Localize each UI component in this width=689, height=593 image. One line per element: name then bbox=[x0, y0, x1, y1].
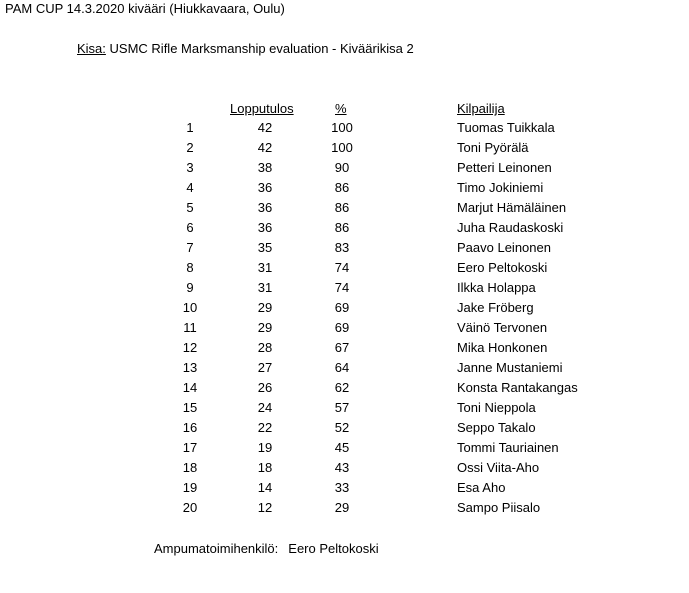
competition-label: Kisa: bbox=[77, 41, 106, 56]
table-row bbox=[0, 400, 689, 420]
rank-cell: 18 bbox=[182, 460, 198, 475]
table-row bbox=[0, 480, 689, 500]
range-official-name: Eero Peltokoski bbox=[288, 541, 379, 556]
rank-cell: 8 bbox=[186, 260, 194, 275]
competitor-cell: Paavo Leinonen bbox=[457, 240, 551, 255]
score-cell: 24 bbox=[257, 400, 273, 415]
percent-cell: 74 bbox=[334, 260, 350, 275]
competitor-cell: Sampo Piisalo bbox=[457, 500, 541, 515]
rank-cell: 16 bbox=[182, 420, 198, 435]
header-competitor: Kilpailija bbox=[457, 101, 505, 116]
rank-cell: 9 bbox=[186, 280, 194, 295]
score-cell: 29 bbox=[257, 320, 273, 335]
score-cell: 36 bbox=[257, 220, 273, 235]
table-row bbox=[0, 460, 689, 480]
rank-cell: 17 bbox=[182, 440, 198, 455]
percent-cell: 52 bbox=[334, 420, 350, 435]
percent-cell: 33 bbox=[334, 480, 350, 495]
score-cell: 12 bbox=[257, 500, 273, 515]
competitor-cell: Tuomas Tuikkala bbox=[457, 120, 555, 135]
competitor-cell: Marjut Hämäläinen bbox=[457, 200, 567, 215]
percent-cell: 83 bbox=[334, 240, 350, 255]
percent-cell: 100 bbox=[331, 120, 353, 135]
competitor-cell: Konsta Rantakangas bbox=[457, 380, 578, 395]
rank-cell: 2 bbox=[186, 140, 194, 155]
score-cell: 19 bbox=[257, 440, 273, 455]
percent-cell: 69 bbox=[334, 300, 350, 315]
score-cell: 42 bbox=[257, 140, 273, 155]
rank-cell: 12 bbox=[182, 340, 198, 355]
competitor-cell: Esa Aho bbox=[457, 480, 506, 495]
percent-cell: 74 bbox=[334, 280, 350, 295]
table-row bbox=[0, 360, 689, 380]
competitor-cell: Väinö Tervonen bbox=[457, 320, 548, 335]
score-cell: 36 bbox=[257, 200, 273, 215]
rank-cell: 4 bbox=[186, 180, 194, 195]
results-table bbox=[0, 120, 689, 520]
rank-cell: 15 bbox=[182, 400, 198, 415]
competitor-cell: Tommi Tauriainen bbox=[457, 440, 559, 455]
score-cell: 35 bbox=[257, 240, 273, 255]
header-score: Lopputulos bbox=[230, 101, 294, 116]
competitor-cell: Petteri Leinonen bbox=[457, 160, 552, 175]
competitor-cell: Timo Jokiniemi bbox=[457, 180, 544, 195]
competitor-cell: Mika Honkonen bbox=[457, 340, 548, 355]
score-cell: 31 bbox=[257, 260, 273, 275]
competitor-cell: Juha Raudaskoski bbox=[457, 220, 564, 235]
competition-name: USMC Rifle Marksmanship evaluation - Kiväärikisa 2 bbox=[109, 41, 414, 56]
score-cell: 38 bbox=[257, 160, 273, 175]
table-row bbox=[0, 160, 689, 180]
score-cell: 18 bbox=[257, 460, 273, 475]
percent-cell: 45 bbox=[334, 440, 350, 455]
table-row bbox=[0, 380, 689, 400]
range-official-line bbox=[154, 541, 379, 557]
table-row bbox=[0, 280, 689, 300]
table-row bbox=[0, 240, 689, 260]
table-row bbox=[0, 260, 689, 280]
header-percent: % bbox=[335, 101, 347, 116]
table-row bbox=[0, 120, 689, 140]
score-cell: 36 bbox=[257, 180, 273, 195]
rank-cell: 14 bbox=[182, 380, 198, 395]
table-row bbox=[0, 500, 689, 520]
score-cell: 26 bbox=[257, 380, 273, 395]
competitor-cell: Toni Pyörälä bbox=[457, 140, 529, 155]
rank-cell: 3 bbox=[186, 160, 194, 175]
competitor-cell: Seppo Takalo bbox=[457, 420, 536, 435]
score-cell: 27 bbox=[257, 360, 273, 375]
competition-line bbox=[77, 41, 414, 57]
percent-cell: 86 bbox=[334, 200, 350, 215]
percent-cell: 90 bbox=[334, 160, 350, 175]
rank-cell: 6 bbox=[186, 220, 194, 235]
score-cell: 42 bbox=[257, 120, 273, 135]
rank-cell: 10 bbox=[182, 300, 198, 315]
rank-cell: 11 bbox=[183, 320, 197, 335]
table-row bbox=[0, 320, 689, 340]
competitor-cell: Janne Mustaniemi bbox=[457, 360, 563, 375]
competitor-cell: Eero Peltokoski bbox=[457, 260, 548, 275]
document-title: PAM CUP 14.3.2020 kivääri (Hiukkavaara, Oulu) bbox=[5, 1, 285, 16]
percent-cell: 29 bbox=[334, 500, 350, 515]
rank-cell: 19 bbox=[182, 480, 198, 495]
percent-cell: 57 bbox=[334, 400, 350, 415]
table-row bbox=[0, 140, 689, 160]
score-cell: 31 bbox=[257, 280, 273, 295]
table-row bbox=[0, 340, 689, 360]
percent-cell: 67 bbox=[334, 340, 350, 355]
rank-cell: 1 bbox=[186, 120, 194, 135]
rank-cell: 13 bbox=[182, 360, 198, 375]
table-row bbox=[0, 440, 689, 460]
rank-cell: 7 bbox=[186, 240, 194, 255]
percent-cell: 62 bbox=[334, 380, 350, 395]
rank-cell: 20 bbox=[182, 500, 198, 515]
competitor-cell: Toni Nieppola bbox=[457, 400, 536, 415]
competitor-cell: Jake Fröberg bbox=[457, 300, 534, 315]
competitor-cell: Ilkka Holappa bbox=[457, 280, 536, 295]
rank-cell: 5 bbox=[186, 200, 194, 215]
range-official-label: Ampumatoimihenkilö: bbox=[154, 541, 279, 556]
table-row bbox=[0, 200, 689, 220]
competitor-cell: Ossi Viita-Aho bbox=[457, 460, 540, 475]
percent-cell: 69 bbox=[334, 320, 350, 335]
percent-cell: 100 bbox=[331, 140, 353, 155]
percent-cell: 86 bbox=[334, 180, 350, 195]
table-row bbox=[0, 220, 689, 240]
score-cell: 22 bbox=[257, 420, 273, 435]
score-cell: 14 bbox=[257, 480, 273, 495]
table-row bbox=[0, 180, 689, 200]
table-row bbox=[0, 300, 689, 320]
table-row bbox=[0, 420, 689, 440]
percent-cell: 43 bbox=[334, 460, 350, 475]
percent-cell: 64 bbox=[334, 360, 350, 375]
percent-cell: 86 bbox=[334, 220, 350, 235]
score-cell: 29 bbox=[257, 300, 273, 315]
score-cell: 28 bbox=[257, 340, 273, 355]
